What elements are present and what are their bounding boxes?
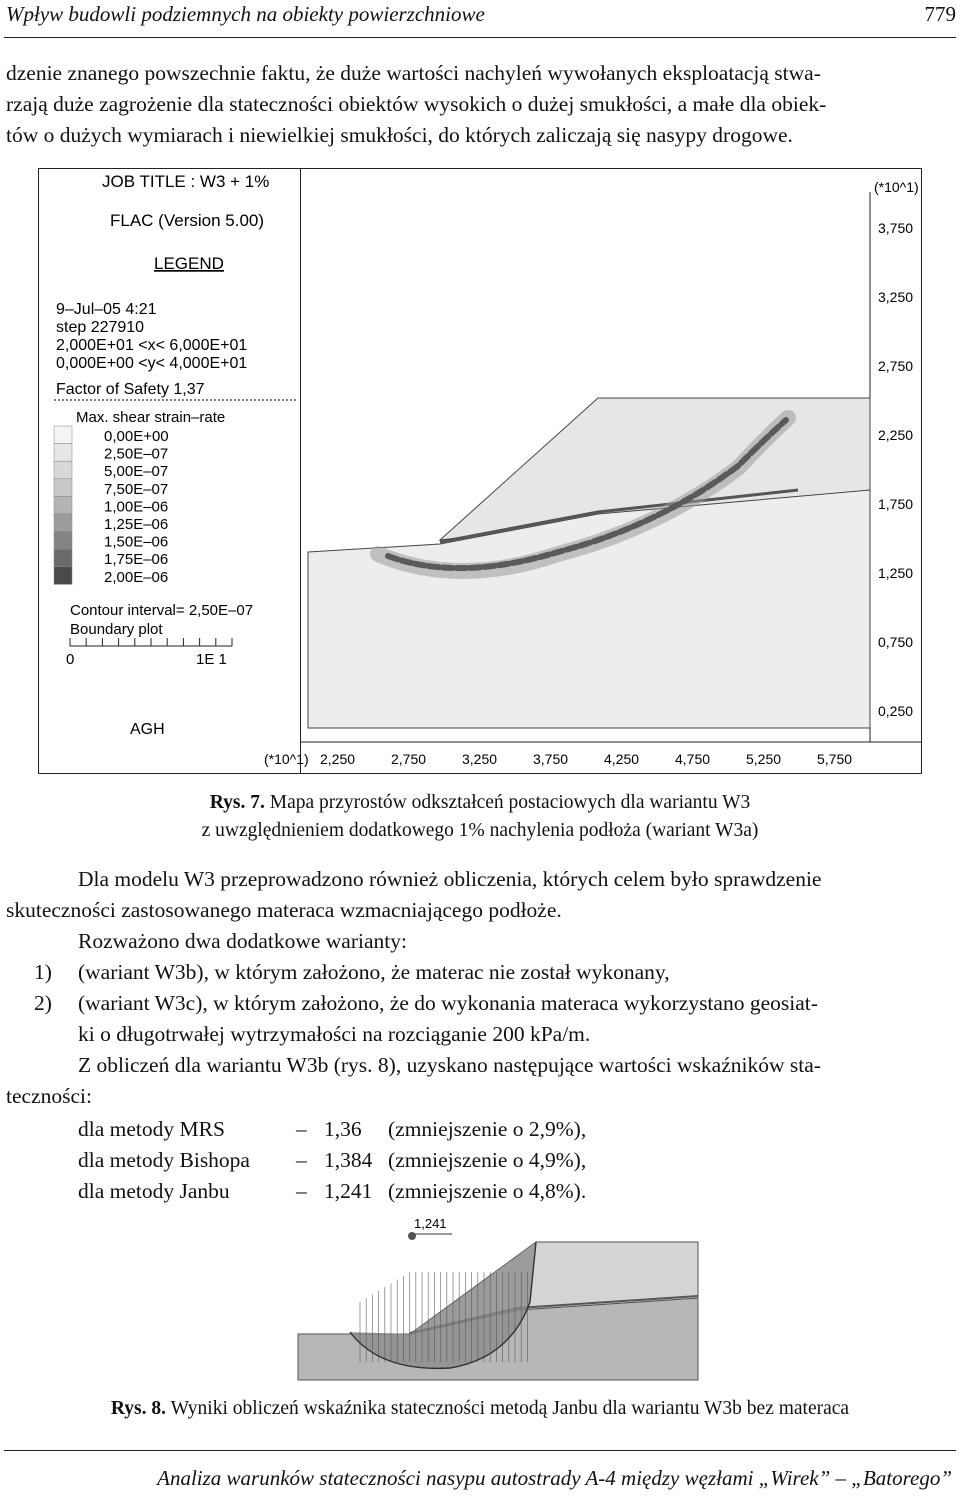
organization: AGH bbox=[130, 721, 165, 738]
list-item-2-text-cont: ki o długotrwałej wytrzymałości na rozciąganie 200 kPa/m. bbox=[78, 1022, 591, 1046]
method-dash: – bbox=[296, 1179, 307, 1203]
y-tick-label: 2,250 bbox=[878, 427, 914, 443]
scale-label-6: 1,50E–06 bbox=[104, 533, 169, 551]
scale-label-0: 0,00E+00 bbox=[104, 428, 169, 445]
body-p1-line-2: skuteczności zastosowanego materaca wzmacniającego podłoże. bbox=[6, 898, 562, 922]
janbu-svg bbox=[290, 1212, 700, 1392]
y-tick-label: 1,250 bbox=[878, 565, 914, 581]
method-name: dla metody Bishopa bbox=[78, 1148, 250, 1172]
scale-label-7: 1,75E–06 bbox=[104, 551, 169, 569]
y-tick-label: 3,250 bbox=[878, 289, 914, 305]
body-p1-line-1: Dla modelu W3 przeprowadzono również obliczenia, których celem było sprawdzenie bbox=[78, 867, 822, 891]
scale-label-2: 5,00E–07 bbox=[104, 463, 169, 481]
scale-labels bbox=[104, 428, 169, 586]
x-tick-label: 2,750 bbox=[391, 751, 427, 767]
method-name: dla metody MRS bbox=[78, 1117, 225, 1141]
method-value: 1,241 bbox=[324, 1179, 373, 1203]
body-p2: Rozważono dwa dodatkowe warianty: bbox=[78, 929, 407, 953]
header-rule bbox=[4, 37, 956, 38]
caption-7-label: Rys. 7. bbox=[209, 792, 265, 813]
figure-7-flac-plot bbox=[38, 168, 922, 774]
x-axis-multiplier: (*10^1) bbox=[264, 751, 309, 767]
running-header bbox=[0, 0, 960, 36]
boundary-plot: Boundary plot bbox=[70, 621, 163, 638]
janbu-value-label: 1,241 bbox=[414, 1216, 447, 1231]
scale-swatch-4 bbox=[54, 496, 72, 514]
method-value: 1,36 bbox=[324, 1117, 362, 1141]
x-tick-label: 3,250 bbox=[462, 751, 498, 767]
contour-interval: Contour interval= 2,50E–07 bbox=[70, 602, 254, 619]
scale-swatch-8 bbox=[54, 567, 72, 585]
slip-center-point bbox=[408, 1232, 416, 1240]
figure-8-slip-surface bbox=[290, 1212, 700, 1392]
legend-heading: LEGEND bbox=[154, 254, 224, 273]
x-tick-label: 4,750 bbox=[675, 751, 711, 767]
scale-label-3: 7,50E–07 bbox=[104, 480, 169, 498]
factor-of-safety: Factor of Safety 1,37 bbox=[56, 381, 205, 398]
caption-7-line-2: z uwzględnieniem dodatkowego 1% nachylenia podłoża (wariant W3a) bbox=[201, 820, 759, 841]
y-tick-label: 0,750 bbox=[878, 634, 914, 650]
y-tick-label: 1,750 bbox=[878, 496, 914, 512]
scale-swatch-5 bbox=[54, 514, 72, 532]
scale-label-5: 1,25E–06 bbox=[104, 516, 169, 533]
info-y-range: 0,000E+00 <y< 4,000E+01 bbox=[56, 355, 248, 372]
page-number: 779 bbox=[924, 2, 956, 26]
x-tick-label: 4,250 bbox=[604, 751, 640, 767]
method-name: dla metody Janbu bbox=[78, 1179, 230, 1203]
x-tick-label: 5,250 bbox=[746, 751, 782, 767]
info-x-range: 2,000E+01 <x< 6,000E+01 bbox=[56, 337, 248, 354]
method-note: (zmniejszenie o 4,8%). bbox=[388, 1179, 587, 1203]
scale-swatch-1 bbox=[54, 444, 72, 462]
scale-swatch-0 bbox=[54, 426, 72, 444]
method-dash: – bbox=[296, 1117, 307, 1141]
intro-line-2: rzają duże zagrożenie dla stateczności obiektów wysokich o dużej smukłości, a małe dla obiek- bbox=[6, 92, 827, 116]
scalebar-left-label: 0 bbox=[66, 651, 75, 668]
y-tick-label: 2,750 bbox=[878, 358, 914, 374]
scale-swatch-3 bbox=[54, 479, 72, 497]
footer-rule bbox=[4, 1450, 956, 1451]
flac-plot-svg bbox=[38, 168, 922, 774]
body-p3-line-2: teczności: bbox=[6, 1084, 92, 1108]
scale-swatch-2 bbox=[54, 461, 72, 479]
method-note: (zmniejszenie o 2,9%), bbox=[388, 1117, 587, 1141]
info-step: step 227910 bbox=[56, 319, 145, 336]
y-axis-multiplier: (*10^1) bbox=[874, 179, 919, 195]
running-footer: Analiza warunków stateczności nasypu autostrady A-4 między węzłami „Wirek” – „Batorego” bbox=[157, 1466, 952, 1490]
scale-title: Max. shear strain–rate bbox=[76, 409, 226, 426]
scalebar-right-label: 1E 1 bbox=[196, 651, 227, 668]
job-title: JOB TITLE : W3 + 1% bbox=[102, 172, 270, 191]
x-tick-label: 3,750 bbox=[533, 751, 569, 767]
method-value: 1,384 bbox=[324, 1148, 373, 1172]
scale-swatch-6 bbox=[54, 532, 72, 550]
software-version: FLAC (Version 5.00) bbox=[110, 211, 265, 230]
intro-line-1: dzenie znanego powszechnie faktu, że duże wartości nachyleń wywołanych eksploatacją stwa- bbox=[6, 61, 821, 85]
caption-8-text: Wyniki obliczeń wskaźnika stateczności metodą Janbu dla wariantu W3b bez materaca bbox=[170, 1398, 850, 1419]
scale-label-8: 2,00E–06 bbox=[104, 568, 169, 586]
x-tick-label: 2,250 bbox=[320, 751, 356, 767]
body-p3-line-1: Z obliczeń dla wariantu W3b (rys. 8), uzyskano następujące wartości wskaźników sta- bbox=[78, 1053, 821, 1077]
caption-8-label: Rys. 8. bbox=[110, 1398, 167, 1419]
method-dash: – bbox=[296, 1148, 307, 1172]
scale-label-1: 2,50E–07 bbox=[104, 445, 169, 463]
intro-line-3: tów o dużych wymiarach i niewielkiej smukłości, do których zaliczają się nasypy drogowe. bbox=[6, 123, 793, 147]
y-tick-label: 3,750 bbox=[878, 220, 914, 236]
caption-7-text-1: Mapa przyrostów odkształceń postaciowych dla wariantu W3 bbox=[269, 792, 751, 813]
scale-label-4: 1,00E–06 bbox=[104, 498, 169, 516]
list-item-2-number: 2) bbox=[34, 991, 52, 1015]
caption-8 bbox=[0, 1396, 960, 1422]
list-item-1-number: 1) bbox=[34, 960, 52, 984]
list-item-2-text: (wariant W3c), w którym założono, że do wykonania materaca wykorzystano geosiat- bbox=[78, 991, 818, 1015]
info-date: 9–Jul–05 4:21 bbox=[56, 301, 157, 318]
y-tick-label: 0,250 bbox=[878, 703, 914, 719]
scale-swatches bbox=[54, 426, 72, 584]
caption-7-line-1 bbox=[0, 790, 960, 816]
list-item-1-text: (wariant W3b), w którym założono, że materac nie został wykonany, bbox=[78, 960, 670, 984]
scale-swatch-7 bbox=[54, 549, 72, 567]
x-tick-label: 5,750 bbox=[817, 751, 853, 767]
method-note: (zmniejszenie o 4,9%), bbox=[388, 1148, 587, 1172]
running-title: Wpływ budowli podziemnych na obiekty powierzchniowe bbox=[6, 2, 485, 26]
